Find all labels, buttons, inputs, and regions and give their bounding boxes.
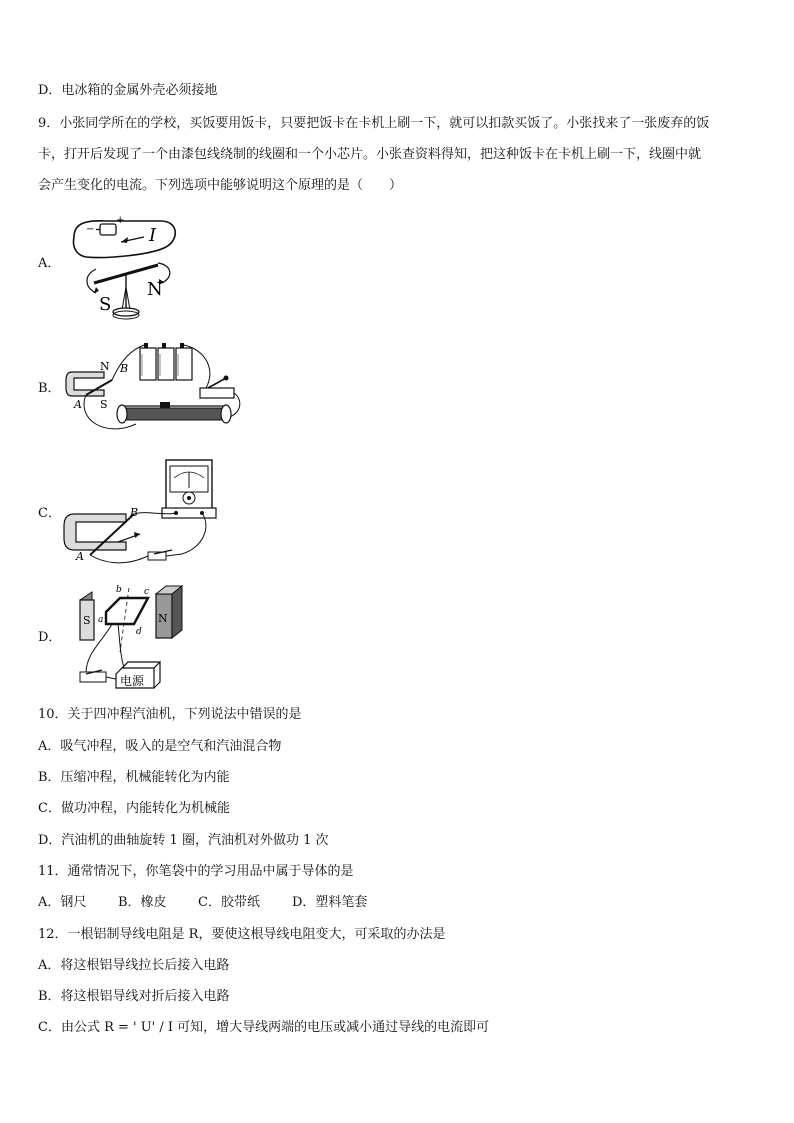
battery-minus-label: −: [86, 224, 95, 235]
rod-b-label: B: [130, 506, 139, 519]
q9-stem-line-2: 卡，打开后发现了一个由漆包线绕制的线圈和一个小芯片。小张查资料得知，把这种饭卡在卡机上刷一下，线圈中就: [38, 147, 702, 162]
q9-option-d-label: D．: [38, 630, 62, 645]
q9-stem-line-3: 会产生变化的电流。下列选项中能够说明这个原理的是（ ）: [38, 178, 403, 193]
oersted-experiment-figure: [66, 215, 186, 325]
rod-a-label: A: [76, 550, 84, 563]
q11-option-b: B．橡皮: [118, 895, 167, 910]
coil-magnetic-field-figure: [72, 582, 202, 694]
q11-option-c: C．胶带纸: [198, 895, 260, 910]
magnet-n-label: N: [100, 360, 110, 373]
q9-option-c-label: C．: [38, 506, 61, 521]
coil-c-label: c: [144, 587, 150, 597]
q11-stem: 11．通常情况下，你笔袋中的学习用品中属于导体的是: [38, 864, 354, 879]
q10-option-a: A．吸气冲程，吸入的是空气和汽油混合物: [38, 739, 282, 754]
magnet-s-label: S: [83, 614, 91, 627]
motor-principle-figure: [66, 340, 246, 450]
magnet-n-label: N: [158, 612, 168, 625]
rod-a-label: A: [74, 398, 82, 411]
coil-a-label: a: [98, 615, 104, 625]
q11-option-a: A．钢尺: [38, 895, 87, 910]
induction-galvanometer-figure: [62, 458, 222, 570]
q10-option-b: B．压缩冲程，机械能转化为内能: [38, 770, 230, 785]
coil-d-label: d: [136, 627, 142, 637]
needle-s-label: S: [99, 294, 112, 315]
battery-plus-label: +: [116, 215, 125, 226]
q12-stem: 12．一根铝制导线电阻是 R，要使这根导线电阻变大，可采取的办法是: [38, 927, 446, 942]
needle-n-label: N: [147, 279, 163, 300]
current-label: I: [149, 225, 157, 246]
power-source-label: 电源: [120, 674, 145, 688]
q9-option-b-label: B．: [38, 381, 61, 396]
q12-option-b: B．将这根铝导线对折后接入电路: [38, 989, 230, 1004]
q10-option-c: C．做功冲程，内能转化为机械能: [38, 801, 230, 816]
rod-b-label: B: [120, 362, 129, 375]
q12-option-a: A．将这根铝导线拉长后接入电路: [38, 958, 230, 973]
q9-stem-line-1: 9．小张同学所在的学校，买饭要用饭卡，只要把饭卡在卡机上刷一下，就可以扣款买饭了。小张找来了一张废弃的饭: [38, 116, 710, 131]
q10-option-d: D．汽油机的曲轴旋转 1 圈，汽油机对外做功 1 次: [38, 833, 329, 848]
q12-option-c: C．由公式 R = ' U' / I 可知，增大导线两端的电压或减小通过导线的电流即可: [38, 1020, 490, 1035]
q10-stem: 10．关于四冲程汽油机，下列说法中错误的是: [38, 707, 302, 722]
q9-option-a-label: A．: [38, 256, 61, 271]
q11-option-d: D．塑料笔套: [292, 895, 368, 910]
coil-b-label: b: [116, 585, 122, 595]
q8-option-d: D．电冰箱的金属外壳必须接地: [38, 83, 218, 98]
magnet-s-label: S: [100, 398, 108, 411]
